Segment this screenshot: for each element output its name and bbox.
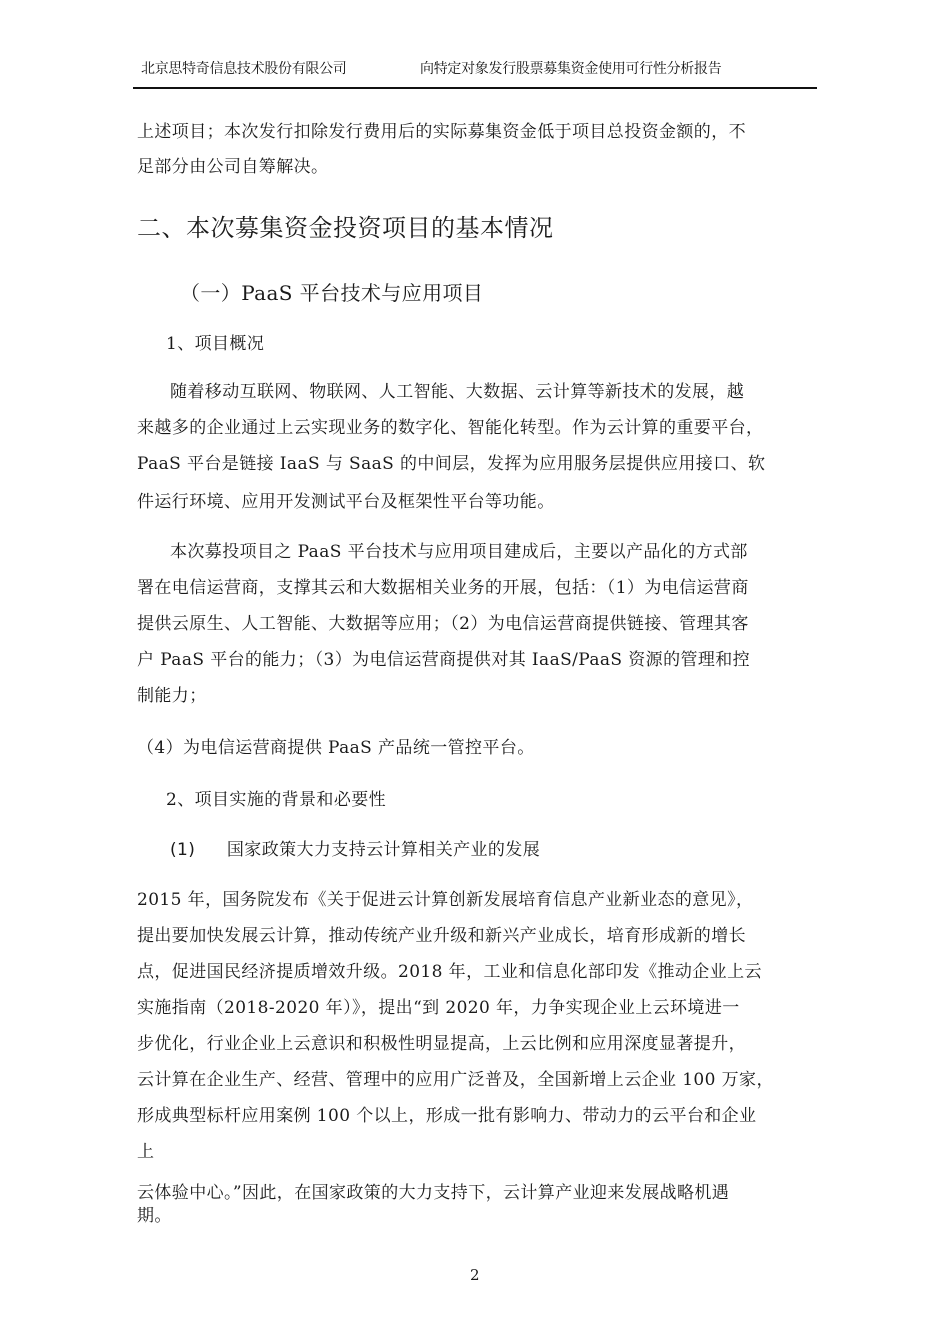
policy-para-line-6: 云计算在企业生产、经营、管理中的应用广泛普及，全国新增上云企业 100 万家， <box>137 1070 774 1090</box>
policy-para-line-4: 实施指南（2018-2020 年）》，提出“到 2020 年，力争实现企业上云环境进一 <box>137 998 740 1018</box>
header-divider <box>133 87 817 89</box>
item-heading-background: 2、项目实施的背景和必要性 <box>166 790 387 810</box>
overview-para1-line-3: PaaS 平台是链接 IaaS 与 SaaS 的中间层，发挥为应用服务层提供应用接口、软 <box>137 454 766 474</box>
overview-para3: （4）为电信运营商提供 PaaS 产品统一管控平台。 <box>137 738 535 758</box>
policy-para-line-7: 形成典型标杆应用案例 100 个以上，形成一批有影响力、带动力的云平台和企业 <box>137 1106 757 1126</box>
overview-para1-line-2: 来越多的企业通过上云实现业务的数字化、智能化转型。作为云计算的重要平台， <box>137 418 764 438</box>
overview-para2-line-3: 提供云原生、人工智能、大数据等应用；（2）为电信运营商提供链接、管理其客 <box>137 614 749 634</box>
policy-para-line-1: 2015 年，国务院发布《关于促进云计算创新发展培育信息产业新业态的意见》， <box>137 890 754 910</box>
overview-para2-line-5: 制能力； <box>137 686 207 706</box>
overview-para2-line-2: 署在电信运营商，支撑其云和大数据相关业务的开展，包括：（1）为电信运营商 <box>137 578 749 598</box>
overview-para2-line-1: 本次募投项目之 PaaS 平台技术与应用项目建成后，主要以产品化的方式部 <box>170 542 748 562</box>
policy-para-line-9: 云体验中心。”因此，在国家政策的大力支持下，云计算产业迎来发展战略机遇 <box>137 1183 730 1203</box>
subsection-heading <box>180 277 483 306</box>
intro-line-2: 足部分由公司自筹解决。 <box>137 157 329 177</box>
section-heading: 二、本次募集资金投资项目的基本情况 <box>137 214 554 242</box>
policy-para-line-5: 步优化，行业企业上云意识和积极性明显提高，上云比例和应用深度显著提升， <box>137 1034 746 1054</box>
policy-para-line-2: 提出要加快发展云计算，推动传统产业升级和新兴产业成长，培育形成新的增长 <box>137 926 746 946</box>
policy-para-line-3: 点，促进国民经济提质增效升级。2018 年，工业和信息化部印发《推动企业上云 <box>137 962 762 982</box>
point-title: 国家政策大力支持云计算相关产业的发展 <box>226 840 541 860</box>
item-heading-overview: 1、项目概况 <box>166 334 265 354</box>
subsection-heading-text: （一）PaaS 平台技术与应用项目 <box>180 281 484 305</box>
overview-para1-line-4: 件运行环境、应用开发测试平台及框架性平台等功能。 <box>137 492 555 512</box>
page-number: 2 <box>470 1266 480 1284</box>
policy-para-line-8: 上 <box>137 1142 155 1162</box>
overview-para2-line-4: 户 PaaS 平台的能力；（3）为电信运营商提供对其 IaaS/PaaS 资源的管理和控 <box>137 650 751 670</box>
overview-para1-line-1: 随着移动互联网、物联网、人工智能、大数据、云计算等新技术的发展，越 <box>170 382 745 402</box>
point-heading <box>170 835 540 860</box>
header-company-name: 北京思特奇信息技术股份有限公司 <box>141 61 347 77</box>
header-report-title: 向特定对象发行股票募集资金使用可行性分析报告 <box>420 61 722 77</box>
policy-para-line-10: 期。 <box>137 1206 172 1226</box>
point-number: (1) <box>170 840 196 860</box>
intro-line-1: 上述项目；本次发行扣除发行费用后的实际募集资金低于项目总投资金额的，不 <box>137 122 746 142</box>
